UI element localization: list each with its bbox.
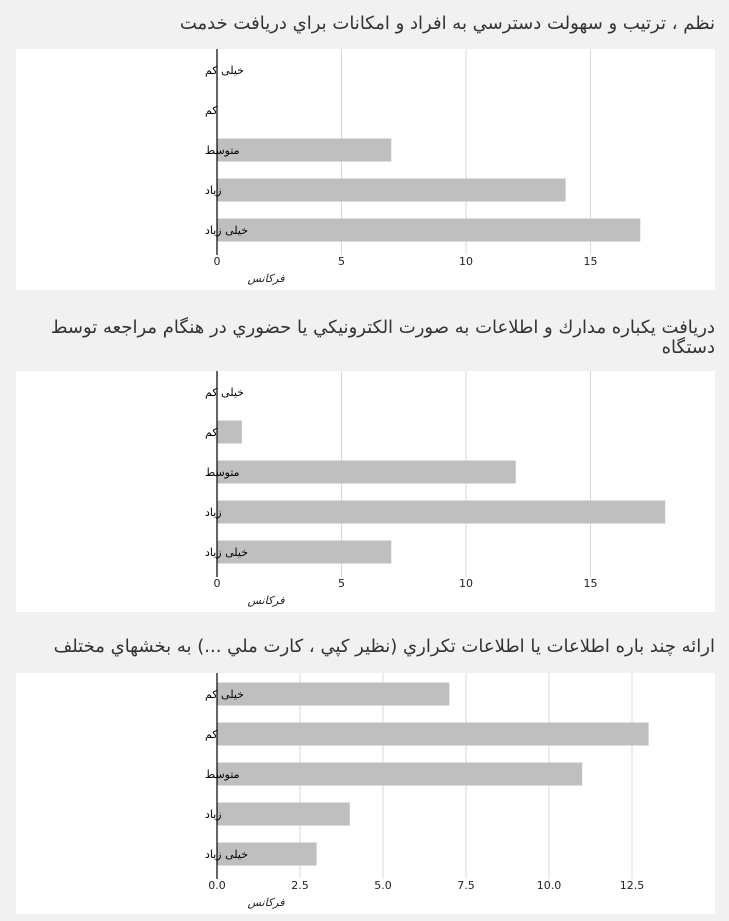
bar-2 [217,461,516,484]
bar-2 [217,139,391,162]
x-tick-label: 0 [213,255,221,268]
x-axis-title: فرکانس [247,896,285,909]
chart-svg [16,673,715,914]
category-label: خیلی کم [205,688,244,701]
x-tick-label: 0.0 [208,879,226,892]
x-axis-title: فرکانس [247,594,285,607]
category-label: خیلی کم [205,64,244,77]
category-label: کم [205,728,218,741]
category-label: زیاد [205,506,222,519]
frequency-chart-3 [16,673,715,914]
x-tick-label: 0 [213,577,221,590]
x-tick-label: 5.0 [374,879,392,892]
bar-1 [217,723,649,746]
frequency-chart-1 [16,49,715,290]
category-label: متوسط [205,768,240,781]
x-tick-label: 15 [583,577,598,590]
category-label: زیاد [205,184,222,197]
chart-svg [16,49,715,290]
bar-4 [217,219,640,242]
category-label: خیلی زیاد [205,546,249,559]
chart-3-title: ارائه چند باره اطلاعات يا اطلاعات تكراري (نظير كپي ، كارت ملي ...) به بخشهاي مختلف [53,636,715,657]
x-tick-label: 2.5 [291,879,309,892]
category-label: کم [205,104,218,117]
bar-3 [217,803,350,826]
chart-2-title: دريافت يكباره مدارك و اطلاعات به صورت الكترونيكي يا حضوري در هنگام مراجعه توسط دستگاه [50,317,715,358]
frequency-chart-2 [16,371,715,612]
chart-1-title: نظم ، ترتيب و سهولت دسترسي به افراد و امكانات براي دريافت خدمت [179,13,715,34]
x-tick-label: 15 [583,255,598,268]
category-label: خیلی کم [205,386,244,399]
x-tick-label: 10.0 [536,879,562,892]
x-tick-label: 12.5 [619,879,645,892]
category-label: خیلی زیاد [205,224,249,237]
category-label: متوسط [205,144,240,157]
x-tick-label: 10 [459,577,473,590]
category-label: متوسط [205,466,240,479]
bar-1 [217,421,242,444]
bar-2 [217,763,582,786]
category-label: خیلی زیاد [205,848,249,861]
bar-3 [217,501,665,524]
category-label: زیاد [205,808,222,821]
x-axis-title: فرکانس [247,272,285,285]
chart-svg [16,371,715,612]
x-tick-label: 5 [338,577,345,590]
x-tick-label: 10 [459,255,473,268]
x-tick-label: 7.5 [457,879,475,892]
x-tick-label: 5 [338,255,345,268]
bar-0 [217,683,449,706]
category-label: کم [205,426,218,439]
bar-3 [217,179,566,202]
